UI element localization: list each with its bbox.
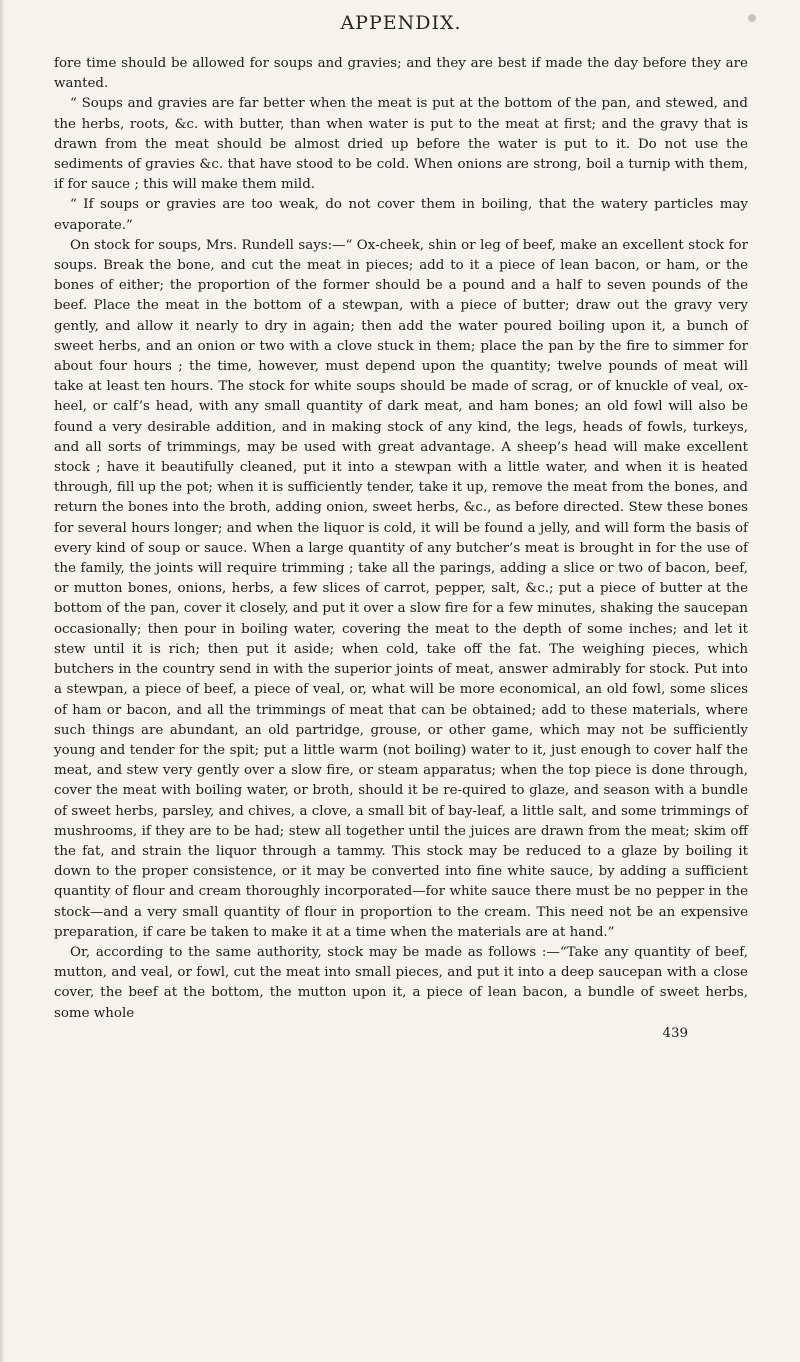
page-number: 439	[662, 1025, 688, 1041]
body-text	[54, 54, 748, 1024]
page-gutter-shadow	[0, 0, 5, 1362]
paragraph-1: fore time should be allowed for soups and gravies; and they are best if made the day before they are wanted.	[54, 56, 748, 92]
running-head: APPENDIX.	[340, 12, 462, 34]
paragraph-2: “ Soups and gravies are far better when the meat is put at the bottom of the pan, and stewed, and the herbs, roots, &c. with butter, than when water is put to the meat at first; and the gravy that is drawn from the meat should be almost dried up before the water is put to it. Do not use the sediments of gravies &c. that have stood to be cold. When onions are strong, boil a turnip with them, if for sauce ; this will make them mild.	[54, 96, 748, 193]
paragraph-4: On stock for soups, Mrs. Rundell says:—“ Ox-cheek, shin or leg of beef, make an excellent stock for soups. Break the bone, and cut the meat in pieces; add to it a piece of lean bacon, or ham, or the bones of either; the proportion of the former should be a pound and a half to seven pounds of the beef. Place the meat in the bottom of a stewpan, with a piece of butter; draw out the gravy very gently, and allow it nearly to dry in again; then add the water poured boiling upon it, a bunch of sweet herbs, and an onion or two with a clove stuck in them; place the pan by the fire to simmer for about four hours ; the time, however, must depend upon the quantity; twelve pounds of meat will take at least ten hours. The stock for white soups should be made of scrag, or of knuckle of veal, ox-heel, or calf’s head, with any small quantity of dark meat, and ham bones; an old fowl will also be found a very desirable addition, and in making stock of any kind, the legs, heads of fowls, turkeys, and all sorts of trimmings, may be used with great advantage. A sheep’s head will make excellent stock ; have it beautifully cleaned, put it into a stewpan with a little water, and when it is heated through, fill up the pot; when it is sufficiently tender, take it up, remove the meat from the bones, and return the bones into the broth, adding onion, sweet herbs, &c., as before directed. Stew these bones for several hours longer; and when the liquor is cold, it will be found a jelly, and will form the basis of every kind of soup or sauce. When a large quantity of any butcher’s meat is brought in for the use of the family, the joints will require trimming ; take all the parings, adding a slice or two of bacon, beef, or mutton bones, onions, herbs, a few slices of carrot, pepper, salt, &c.; put a piece of butter at the bottom of the pan, cover it closely, and put it over a slow fire for a few minutes, shaking the saucepan occasionally; then pour in boiling water, covering the meat to the depth of some inches; and let it stew until it is rich; then put it aside; when cold, take off the fat. The weighing pieces, which butchers in the country send in with the superior joints of meat, answer admirably for stock. Put into a stewpan, a piece of beef, a piece of veal, or, what will be more economical, an old fowl, some slices of ham or bacon, and all the trimmings of meat that can be obtained; add to these materials, where such things are abundant, an old partridge, grouse, or other game, which may not be sufficiently young and tender for the spit; put a little warm (not boiling) water to it, just enough to cover half the meat, and stew very gently over a slow fire, or steam apparatus; when the top piece is done through, cover the meat with boiling water, or broth, should it be re-quired to glaze, and season with a bundle of sweet herbs, parsley, and chives, a clove, a small bit of bay-leaf, a little salt, and some trimmings of mushrooms, if they are to be had; stew all together until the juices are drawn from the meat; skim off the fat, and strain the liquor through a tammy. This stock may be reduced to a glaze by boiling it down to the proper consistence, or it may be converted into fine white sauce, by adding a sufficient quantity of flour and cream thoroughly incorporated—for white sauce there must be no pepper in the stock—and a very small quantity of flour in proportion to the cream. This need not be an expensive preparation, if care be taken to make it at a time when the materials are at hand.”	[54, 237, 748, 940]
ink-spot	[748, 14, 756, 22]
paragraph-5: Or, according to the same authority, stock may be made as follows :—“Take any quantity of beef, mutton, and veal, or fowl, cut the meat into small pieces, and put it into a deep saucepan with a close cover, the beef at the bottom, the mutton upon it, a piece of lean bacon, a bundle of sweet herbs, some whole	[54, 944, 748, 1021]
paragraph-3: “ If soups or gravies are too weak, do not cover them in boiling, that the watery particles may evaporate.”	[54, 197, 748, 233]
